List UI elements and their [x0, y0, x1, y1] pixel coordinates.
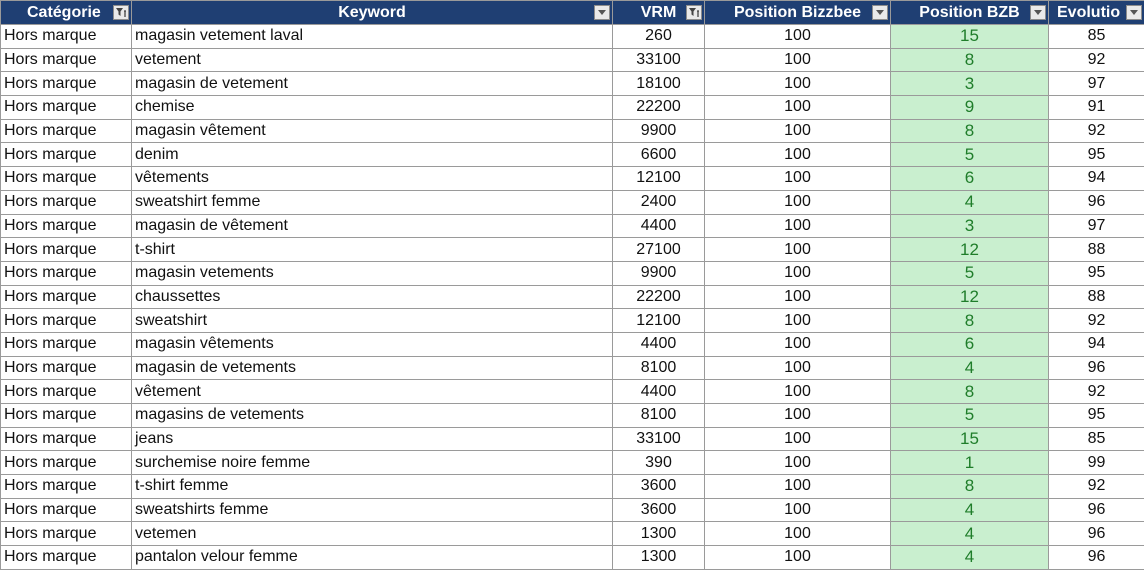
- cell-categorie[interactable]: Hors marque: [1, 522, 132, 546]
- cell-keyword[interactable]: jeans: [132, 427, 613, 451]
- cell-position-bzb[interactable]: 1: [891, 451, 1049, 475]
- table-row: [1, 498, 1144, 522]
- cell-keyword[interactable]: t-shirt: [132, 238, 613, 262]
- cell-position-bzb[interactable]: 12: [891, 285, 1049, 309]
- cell-position-bzb[interactable]: 4: [891, 356, 1049, 380]
- cell-evolution[interactable]: 96: [1049, 522, 1144, 546]
- column-header-label: Keyword: [338, 4, 406, 22]
- dropdown-icon[interactable]: [872, 5, 888, 20]
- filter-active-icon[interactable]: [113, 5, 129, 20]
- column-header-keyword[interactable]: [132, 1, 613, 25]
- column-header-label: Evolutio: [1057, 4, 1120, 22]
- cell-evolution[interactable]: 91: [1049, 96, 1144, 120]
- cell-position-bizzbee[interactable]: 100: [705, 238, 891, 262]
- cell-position-bizzbee[interactable]: 100: [705, 48, 891, 72]
- header-row: [1, 1, 1144, 25]
- cell-evolution[interactable]: 92: [1049, 119, 1144, 143]
- cell-position-bzb[interactable]: 8: [891, 309, 1049, 333]
- column-header-label: Position BZB: [919, 4, 1019, 22]
- table-row: [1, 332, 1144, 356]
- cell-position-bizzbee[interactable]: 100: [705, 25, 891, 49]
- cell-categorie[interactable]: Hors marque: [1, 332, 132, 356]
- cell-evolution[interactable]: 92: [1049, 309, 1144, 333]
- cell-keyword[interactable]: magasin de vetement: [132, 72, 613, 96]
- cell-categorie[interactable]: Hors marque: [1, 167, 132, 191]
- cell-keyword[interactable]: sweatshirt femme: [132, 190, 613, 214]
- cell-keyword[interactable]: chemise: [132, 96, 613, 120]
- cell-vrm[interactable]: 9900: [613, 261, 705, 285]
- cell-position-bzb[interactable]: 4: [891, 190, 1049, 214]
- cell-vrm[interactable]: 33100: [613, 427, 705, 451]
- table-body: [1, 25, 1144, 570]
- cell-position-bizzbee[interactable]: 100: [705, 167, 891, 191]
- cell-position-bzb[interactable]: 5: [891, 143, 1049, 167]
- cell-evolution[interactable]: 95: [1049, 404, 1144, 428]
- cell-position-bzb[interactable]: 8: [891, 48, 1049, 72]
- cell-position-bizzbee[interactable]: 100: [705, 72, 891, 96]
- cell-evolution[interactable]: 97: [1049, 214, 1144, 238]
- cell-keyword[interactable]: surchemise noire femme: [132, 451, 613, 475]
- cell-position-bizzbee[interactable]: 100: [705, 546, 891, 570]
- cell-position-bizzbee[interactable]: 100: [705, 404, 891, 428]
- cell-position-bizzbee[interactable]: 100: [705, 96, 891, 120]
- cell-position-bzb[interactable]: 8: [891, 475, 1049, 499]
- column-header-label: Position Bizzbee: [734, 4, 861, 22]
- table-row: [1, 380, 1144, 404]
- table-row: [1, 143, 1144, 167]
- cell-vrm[interactable]: 2400: [613, 190, 705, 214]
- cell-keyword[interactable]: chaussettes: [132, 285, 613, 309]
- cell-categorie[interactable]: Hors marque: [1, 238, 132, 262]
- cell-evolution[interactable]: 92: [1049, 475, 1144, 499]
- column-header-evolution[interactable]: [1049, 1, 1144, 25]
- cell-position-bizzbee[interactable]: 100: [705, 309, 891, 333]
- cell-vrm[interactable]: 4400: [613, 332, 705, 356]
- cell-vrm[interactable]: 6600: [613, 143, 705, 167]
- cell-position-bzb[interactable]: 4: [891, 522, 1049, 546]
- cell-categorie[interactable]: Hors marque: [1, 214, 132, 238]
- cell-position-bzb[interactable]: 4: [891, 498, 1049, 522]
- cell-vrm[interactable]: 1300: [613, 522, 705, 546]
- cell-position-bizzbee[interactable]: 100: [705, 475, 891, 499]
- cell-position-bzb[interactable]: 3: [891, 72, 1049, 96]
- cell-keyword[interactable]: magasin vetements: [132, 261, 613, 285]
- cell-position-bizzbee[interactable]: 100: [705, 143, 891, 167]
- cell-vrm[interactable]: 9900: [613, 119, 705, 143]
- cell-evolution[interactable]: 96: [1049, 356, 1144, 380]
- cell-keyword[interactable]: magasin de vetements: [132, 356, 613, 380]
- column-header-categorie[interactable]: [1, 1, 132, 25]
- cell-vrm[interactable]: 8100: [613, 356, 705, 380]
- cell-categorie[interactable]: Hors marque: [1, 427, 132, 451]
- cell-evolution[interactable]: 94: [1049, 332, 1144, 356]
- table-row: [1, 522, 1144, 546]
- cell-categorie[interactable]: Hors marque: [1, 498, 132, 522]
- table-row: [1, 48, 1144, 72]
- cell-position-bizzbee[interactable]: 100: [705, 380, 891, 404]
- cell-vrm[interactable]: 4400: [613, 214, 705, 238]
- cell-position-bizzbee[interactable]: 100: [705, 119, 891, 143]
- column-header-label: VRM: [641, 4, 677, 22]
- cell-categorie[interactable]: Hors marque: [1, 380, 132, 404]
- cell-keyword[interactable]: t-shirt femme: [132, 475, 613, 499]
- table-row: [1, 261, 1144, 285]
- table-row: [1, 25, 1144, 49]
- cell-position-bzb[interactable]: 5: [891, 404, 1049, 428]
- cell-keyword[interactable]: vêtement: [132, 380, 613, 404]
- dropdown-icon[interactable]: [1030, 5, 1046, 20]
- cell-categorie[interactable]: Hors marque: [1, 475, 132, 499]
- cell-evolution[interactable]: 85: [1049, 427, 1144, 451]
- cell-vrm[interactable]: 260: [613, 25, 705, 49]
- table-row: [1, 72, 1144, 96]
- cell-keyword[interactable]: denim: [132, 143, 613, 167]
- cell-position-bzb[interactable]: 5: [891, 261, 1049, 285]
- cell-evolution[interactable]: 92: [1049, 380, 1144, 404]
- cell-vrm[interactable]: 3600: [613, 475, 705, 499]
- cell-keyword[interactable]: magasin vêtements: [132, 332, 613, 356]
- table-row: [1, 427, 1144, 451]
- cell-position-bizzbee[interactable]: 100: [705, 427, 891, 451]
- cell-categorie[interactable]: Hors marque: [1, 48, 132, 72]
- cell-position-bzb[interactable]: 6: [891, 167, 1049, 191]
- cell-keyword[interactable]: pantalon velour femme: [132, 546, 613, 570]
- dropdown-icon[interactable]: [1126, 5, 1142, 20]
- cell-vrm[interactable]: 22200: [613, 285, 705, 309]
- cell-categorie[interactable]: Hors marque: [1, 25, 132, 49]
- cell-keyword[interactable]: sweatshirts femme: [132, 498, 613, 522]
- cell-vrm[interactable]: 1300: [613, 546, 705, 570]
- cell-vrm[interactable]: 12100: [613, 167, 705, 191]
- table-row: [1, 451, 1144, 475]
- cell-evolution[interactable]: 92: [1049, 48, 1144, 72]
- column-header-vrm[interactable]: [613, 1, 705, 25]
- cell-keyword[interactable]: magasin de vêtement: [132, 214, 613, 238]
- cell-vrm[interactable]: 27100: [613, 238, 705, 262]
- cell-position-bzb[interactable]: 15: [891, 25, 1049, 49]
- cell-evolution[interactable]: 88: [1049, 238, 1144, 262]
- cell-vrm[interactable]: 3600: [613, 498, 705, 522]
- cell-categorie[interactable]: Hors marque: [1, 309, 132, 333]
- cell-position-bizzbee[interactable]: 100: [705, 451, 891, 475]
- cell-evolution[interactable]: 95: [1049, 261, 1144, 285]
- cell-categorie[interactable]: Hors marque: [1, 72, 132, 96]
- table-header: [1, 1, 1144, 25]
- cell-categorie[interactable]: Hors marque: [1, 96, 132, 120]
- table-row: [1, 238, 1144, 262]
- cell-position-bizzbee[interactable]: 100: [705, 332, 891, 356]
- table-row: [1, 190, 1144, 214]
- cell-keyword[interactable]: vetemen: [132, 522, 613, 546]
- cell-keyword[interactable]: magasin vêtement: [132, 119, 613, 143]
- cell-categorie[interactable]: Hors marque: [1, 404, 132, 428]
- table-row: [1, 285, 1144, 309]
- cell-position-bzb[interactable]: 8: [891, 119, 1049, 143]
- cell-position-bzb[interactable]: 6: [891, 332, 1049, 356]
- column-header-position-bizzbee[interactable]: [705, 1, 891, 25]
- cell-evolution[interactable]: 96: [1049, 498, 1144, 522]
- cell-position-bzb[interactable]: 8: [891, 380, 1049, 404]
- cell-categorie[interactable]: Hors marque: [1, 546, 132, 570]
- dropdown-icon[interactable]: [594, 5, 610, 20]
- cell-position-bzb[interactable]: 12: [891, 238, 1049, 262]
- cell-position-bizzbee[interactable]: 100: [705, 285, 891, 309]
- column-header-label: Catégorie: [27, 4, 101, 22]
- cell-evolution[interactable]: 85: [1049, 25, 1144, 49]
- cell-evolution[interactable]: 95: [1049, 143, 1144, 167]
- column-header-position-bzb[interactable]: [891, 1, 1049, 25]
- table-row: [1, 404, 1144, 428]
- cell-keyword[interactable]: magasin vetement laval: [132, 25, 613, 49]
- table-row: [1, 546, 1144, 570]
- cell-position-bizzbee[interactable]: 100: [705, 261, 891, 285]
- cell-categorie[interactable]: Hors marque: [1, 143, 132, 167]
- cell-vrm[interactable]: 18100: [613, 72, 705, 96]
- table-row: [1, 96, 1144, 120]
- cell-evolution[interactable]: 99: [1049, 451, 1144, 475]
- table-row: [1, 214, 1144, 238]
- cell-vrm[interactable]: 4400: [613, 380, 705, 404]
- cell-position-bizzbee[interactable]: 100: [705, 498, 891, 522]
- table-row: [1, 309, 1144, 333]
- cell-vrm[interactable]: 33100: [613, 48, 705, 72]
- cell-evolution[interactable]: 96: [1049, 190, 1144, 214]
- cell-evolution[interactable]: 94: [1049, 167, 1144, 191]
- table-row: [1, 356, 1144, 380]
- cell-evolution[interactable]: 88: [1049, 285, 1144, 309]
- cell-categorie[interactable]: Hors marque: [1, 119, 132, 143]
- cell-categorie[interactable]: Hors marque: [1, 261, 132, 285]
- cell-categorie[interactable]: Hors marque: [1, 451, 132, 475]
- cell-position-bizzbee[interactable]: 100: [705, 356, 891, 380]
- cell-categorie[interactable]: Hors marque: [1, 285, 132, 309]
- cell-vrm[interactable]: 8100: [613, 404, 705, 428]
- cell-position-bzb[interactable]: 15: [891, 427, 1049, 451]
- cell-evolution[interactable]: 96: [1049, 546, 1144, 570]
- table-row: [1, 475, 1144, 499]
- cell-keyword[interactable]: vêtements: [132, 167, 613, 191]
- cell-categorie[interactable]: Hors marque: [1, 190, 132, 214]
- cell-position-bzb[interactable]: 3: [891, 214, 1049, 238]
- cell-keyword[interactable]: sweatshirt: [132, 309, 613, 333]
- cell-position-bizzbee[interactable]: 100: [705, 190, 891, 214]
- cell-position-bizzbee[interactable]: 100: [705, 522, 891, 546]
- cell-keyword[interactable]: magasins de vetements: [132, 404, 613, 428]
- cell-position-bzb[interactable]: 4: [891, 546, 1049, 570]
- cell-position-bizzbee[interactable]: 100: [705, 214, 891, 238]
- cell-vrm[interactable]: 22200: [613, 96, 705, 120]
- table-row: [1, 119, 1144, 143]
- cell-vrm[interactable]: 390: [613, 451, 705, 475]
- cell-keyword[interactable]: vetement: [132, 48, 613, 72]
- table-row: [1, 167, 1144, 191]
- filter-active-icon[interactable]: [686, 5, 702, 20]
- cell-categorie[interactable]: Hors marque: [1, 356, 132, 380]
- cell-vrm[interactable]: 12100: [613, 309, 705, 333]
- cell-evolution[interactable]: 97: [1049, 72, 1144, 96]
- cell-position-bzb[interactable]: 9: [891, 96, 1049, 120]
